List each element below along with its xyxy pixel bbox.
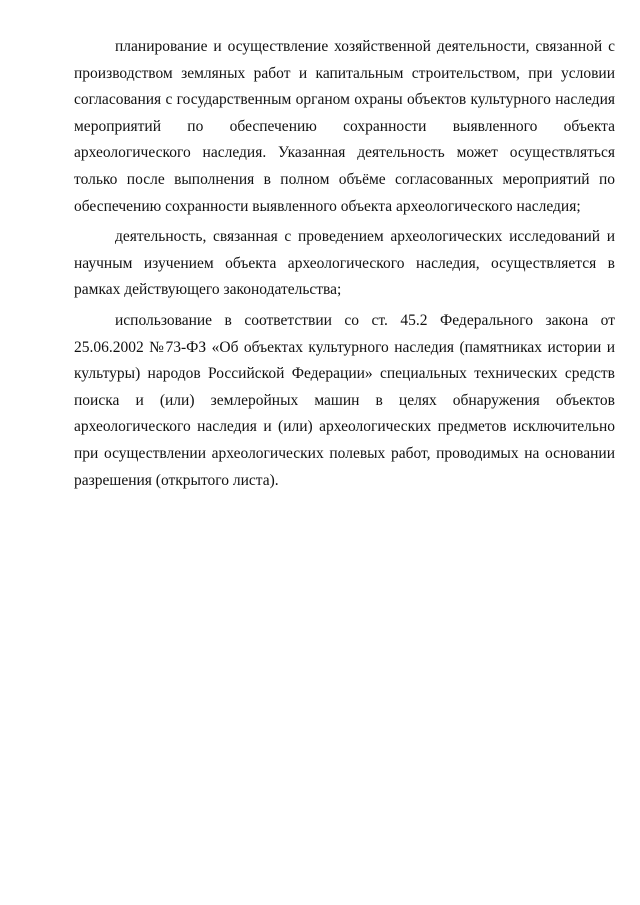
paragraph-research: деятельность, связанная с проведением археологических исследований и научным изучением объекта археологического наследия, осуществляется в рамках действующего законодательства;: [74, 228, 615, 299]
document-page: [74, 34, 615, 498]
paragraph-planning: планирование и осуществление хозяйственной деятельности, связанной с производством земляных работ и капитальным строительством, при условии согласования с государственным органом охраны объектов культурного наследия мероприятий по обеспечению сохранности выявленного объекта археологического наследия. Указанная деятельность может осуществляться только после выполнения в полном объёме согласованных мероприятий по обеспечению сохранности выявленного объекта археологического наследия;: [74, 38, 615, 215]
paragraph-usage: использование в соответствии со ст. 45.2 Федерального закона от 25.06.2002 №73-ФЗ «Об объектах культурного наследия (памятниках истории и культуры) народов Российской Федерации» специальных технических средств поиска и (или) землеройных машин в целях обнаружения объектов археологического наследия и (или) археологических предметов исключительно при осуществлении археологических полевых работ, проводимых на основании разрешения (открытого листа).: [74, 311, 615, 489]
